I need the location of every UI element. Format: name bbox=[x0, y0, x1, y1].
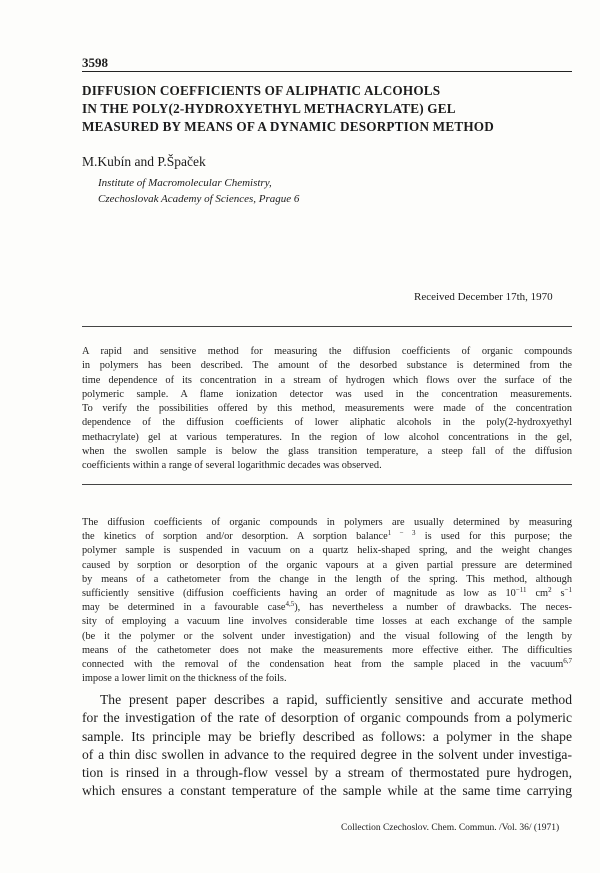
intro-line: the kinetics of sorption and/or desorption. A sorption balance$^{1 - 3}$ is used for this purpose; the bbox=[82, 529, 573, 543]
intro-line: caused by sorption or desorption of the organic vapours at a given partial pressure are determined bbox=[82, 559, 572, 571]
received-date: Received December 17th, 1970 bbox=[414, 291, 553, 303]
abstract-line: in polymers has been described. The amount of the desorbed substance is determined from the bbox=[82, 360, 572, 372]
journal-citation-footer: Collection Czechoslov. Chem. Commun. /Vol. 36/ (1971) bbox=[341, 823, 560, 833]
body-line: sample. Its principle may be briefly described as follows: a polymer in the shape bbox=[82, 728, 572, 744]
intro-line: The diffusion coefficients of organic compounds in polymers are usually determined by measuring bbox=[82, 517, 572, 528]
intro-line: (be it the polymer or the solvent under investigation) and the visual following of the length by bbox=[82, 630, 572, 642]
intro-line: impose a lower limit on the thickness of the foils. bbox=[82, 673, 287, 685]
body-line: The present paper describes a rapid, sufficiently sensitive and accurate method bbox=[100, 692, 572, 707]
body-line: of a thin disc swollen in advance to the required degree in the solvent under investiga- bbox=[82, 746, 572, 762]
title-line: DIFFUSION COEFFICIENTS OF ALIPHATIC ALCOHOLS bbox=[82, 83, 441, 98]
body-line: tion is rinsed in a through-flow vessel by a stream of thermostated pure hydrogen, bbox=[82, 765, 572, 781]
introduction-paragraph bbox=[82, 516, 572, 686]
intro-line: sufficiently sensitive (diffusion coefficients having an order of magnitude as low as $10^{-11}$ $cm^2$ $s^{-1}$ bbox=[82, 586, 572, 600]
exponent-superscript: −1 bbox=[564, 586, 572, 595]
abstract-bottom-rule bbox=[82, 484, 572, 485]
body-paragraph bbox=[82, 691, 572, 801]
intro-line: polymer sample is suspended in vacuum on a quartz helix-shaped spring, and the weight changes bbox=[82, 545, 572, 557]
exponent-superscript: −11 bbox=[515, 586, 527, 595]
abstract-line: coefficients within a range of several logarithmic decades was observed. bbox=[82, 460, 382, 471]
header-rule bbox=[82, 71, 572, 72]
body-line: for the investigation of the rate of desorption of organic compounds from a polymeric bbox=[82, 710, 572, 726]
abstract-line: A rapid and sensitive method for measuring the diffusion coefficients of organic compounds bbox=[82, 346, 572, 357]
intro-line: by means of a cathetometer from the change in the length of the spring. This method, although bbox=[82, 573, 572, 585]
abstract-line: dependence of the diffusion coefficients of lower aliphatic alcohols in the poly(2-hydroxyethyl bbox=[82, 417, 572, 429]
abstract-line: methacrylate) gel at various temperatures. In the region of low alcohol concentrations in the gel, bbox=[82, 431, 572, 443]
affiliation-line: Institute of Macromolecular Chemistry, bbox=[98, 177, 272, 189]
abstract-top-rule bbox=[82, 326, 572, 327]
body-line: which ensures a constant temperature of the sample while at the same time carrying bbox=[82, 783, 572, 799]
abstract bbox=[82, 345, 572, 473]
intro-line: connected with the removal of the condensation heat from the sample placed in the vacuum$^{6,7}$ bbox=[82, 657, 572, 671]
citation-superscript: 1 − 3 bbox=[387, 529, 416, 538]
citation-superscript: 4,5 bbox=[285, 600, 295, 609]
authors: M.Kubín and P.Špaček bbox=[82, 154, 206, 169]
abstract-line: To verify the possibilities offered by this method, measurements were made of the concentration bbox=[82, 403, 572, 414]
title-line: MEASURED BY MEANS OF A DYNAMIC DESORPTION METHOD bbox=[82, 119, 494, 134]
exponent-superscript: 2 bbox=[548, 586, 552, 595]
abstract-line: polymeric sample. A flame ionization detector was used in the concentration measurements. bbox=[82, 388, 572, 400]
title-line: IN THE POLY(2-HYDROXYETHYL METHACRYLATE) GEL bbox=[82, 101, 456, 116]
intro-line: sity of employing a vacuum line involves considerable time losses at each exchange of the sample bbox=[82, 616, 572, 628]
affiliation bbox=[98, 175, 299, 207]
page-number: 3598 bbox=[82, 55, 108, 70]
abstract-line: time dependence of its concentration in a stream of hydrogen which flows over the surface of the bbox=[82, 374, 572, 386]
intro-line: means of the cathetometer does not make the measurements more effective either. The difficulties bbox=[82, 644, 572, 656]
article-title bbox=[82, 82, 572, 136]
citation-superscript: 6,7 bbox=[563, 657, 572, 666]
intro-line: may be determined in a favourable case$^{4,5}$), has nevertheless a number of drawbacks. The neces- bbox=[82, 600, 572, 614]
abstract-line: when the swollen sample is below the glass transition temperature, a steep fall of the diffusion bbox=[82, 445, 572, 457]
affiliation-line: Czechoslovak Academy of Sciences, Prague 6 bbox=[98, 193, 300, 205]
